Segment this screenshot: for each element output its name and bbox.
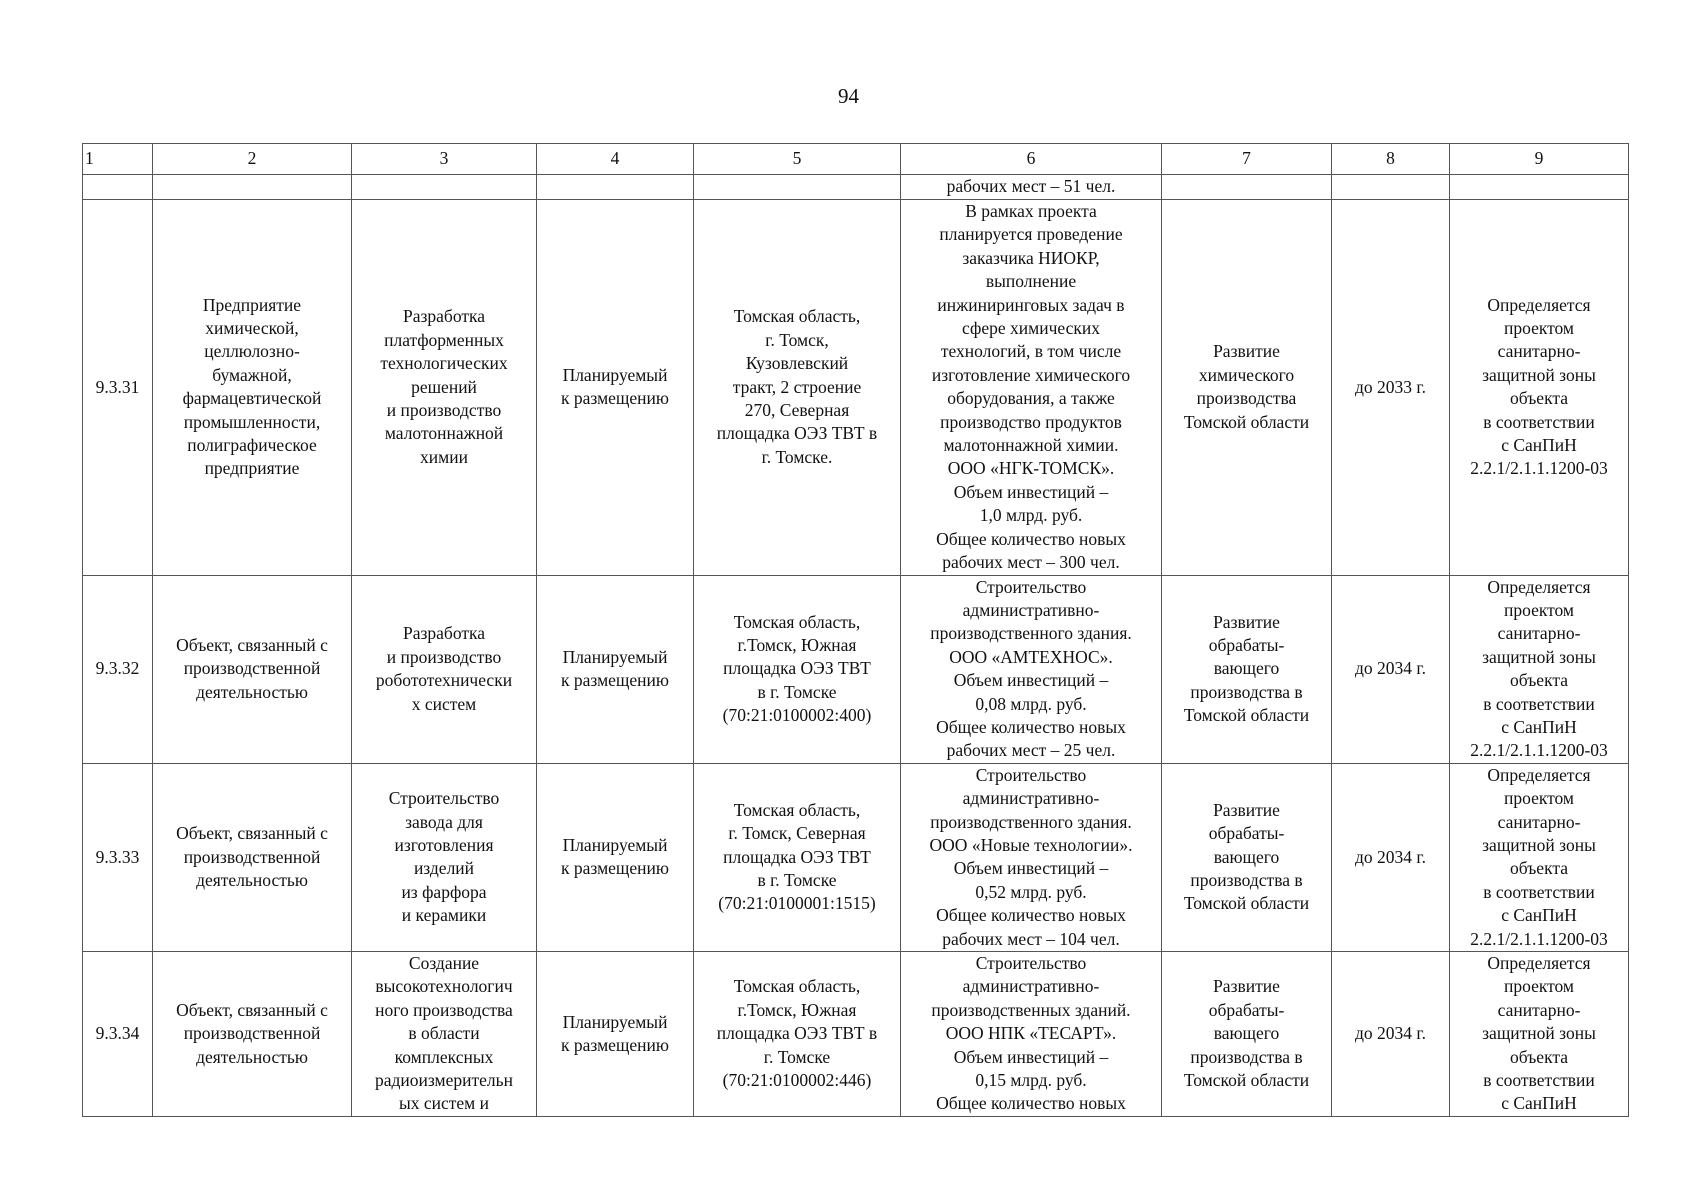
item-number-cell [83,952,153,1117]
protection-zone-line: 2.2.1/2.1.1.1200-03 [1470,740,1608,761]
description-line: планируется проведение [939,224,1123,245]
continuation-cell-7 [1162,175,1332,200]
status-line: Планируемый [562,834,668,855]
object-purpose-cell [352,952,537,1117]
development-goal-cell [1162,575,1332,763]
object-type-line: предприятие [204,458,300,479]
continuation-cell-5 [694,175,901,200]
description-line: Строительство [975,953,1087,973]
description-line: малотоннажной химии. [943,435,1119,456]
status-cell [537,952,694,1117]
description-line: В рамках проекта [965,201,1097,221]
location-cell [694,952,901,1117]
protection-zone-line: 2.2.1/2.1.1.1200-03 [1470,458,1608,479]
protection-zone-line: в соответствии [1483,881,1595,902]
protection-zone-cell [1450,763,1629,951]
protection-zone-line: защитной зоны [1482,364,1596,385]
object-purpose-line: комплексных [394,1046,494,1067]
object-type-line: Объект, связанный с [176,635,328,656]
object-purpose-line: Разработка [402,623,485,644]
protection-zone-line: объекта [1510,670,1568,691]
description-line: Объем инвестиций – [953,481,1109,502]
column-number-4: 4 [537,144,694,175]
protection-zone-line: санитарно- [1497,623,1581,644]
protection-zone-line: Определяется [1487,953,1591,973]
object-type-line: деятельностью [196,1046,308,1067]
development-goal-line: вающего [1213,1023,1280,1044]
object-purpose-cell [352,200,537,576]
object-type-line: Объект, связанный с [176,823,328,844]
page-number: 94 [838,84,859,108]
development-goal-line: Развитие [1213,341,1280,362]
deadline-cell [1332,575,1450,763]
protection-zone-line: 2.2.1/2.1.1.1200-03 [1470,928,1608,949]
deadline-line: до 2034 г. [1355,846,1426,867]
description-line: Общее количество новых [936,905,1126,926]
location-line: площадка ОЭЗ ТВТ в [716,1023,878,1044]
description-line: заказчика НИОКР, [962,247,1100,268]
deadline-cell [1332,200,1450,576]
deadline-cell [1332,763,1450,951]
status-line: к размещению [561,1034,669,1055]
development-goal-line: производства [1196,388,1297,409]
description-line: Строительство [975,576,1087,597]
protection-zone-line: Определяется [1487,764,1591,785]
continuation-cell-6: рабочих мест – 51 чел. [901,175,1162,200]
location-line: г. Томск, [765,329,829,350]
object-purpose-line: и производство [386,399,502,420]
column-number-5: 5 [694,144,901,175]
object-purpose-line: платформенных [384,329,504,350]
object-type-line: деятельностью [196,681,308,702]
protection-zone-line: с СанПиН [1501,435,1577,456]
location-line: Томская область, [733,799,861,820]
protection-zone-line: с СанПиН [1501,905,1577,926]
development-goal-line: Томской области [1183,1070,1310,1091]
object-type-line: Объект, связанный с [176,999,328,1020]
description-line: Объем инвестиций – [953,1046,1109,1067]
protection-zone-cell [1450,200,1629,576]
status-line: Планируемый [562,646,668,667]
table-row [83,952,1629,1117]
development-goal-line: Томской области [1183,705,1310,726]
description-line: оборудования, а также [947,388,1115,409]
location-line: площадка ОЭЗ ТВТ в [716,423,878,444]
development-goal-line: производства в [1190,1046,1303,1067]
location-line: Кузовлевский [745,353,849,374]
item-number-cell [83,575,153,763]
status-cell [537,200,694,576]
object-type-cell [153,763,352,951]
object-type-line: производственной [183,846,321,867]
continuation-cell-9 [1450,175,1629,200]
column-number-2: 2 [153,144,352,175]
development-goal-line: химического [1198,364,1295,385]
description-cell [901,763,1162,951]
location-line: в г. Томске [757,870,837,891]
status-line: Планируемый [562,364,668,385]
location-line: 270, Северная [744,399,850,420]
column-number-9: 9 [1450,144,1629,175]
status-line: к размещению [561,670,669,691]
item-number-cell [83,200,153,576]
location-line: (70:21:0100002:446) [722,1070,872,1091]
object-purpose-line: Разработка [402,306,485,327]
location-line: площадка ОЭЗ ТВТ [723,658,871,679]
continuation-cell-3 [352,175,537,200]
description-line: административно- [962,976,1100,997]
description-cell [901,575,1162,763]
object-purpose-line: технологических [380,353,508,374]
development-goal-cell [1162,763,1332,951]
description-line: ООО «НГК-ТОМСК». [947,458,1115,479]
object-purpose-line: завода для [405,811,483,832]
deadline-cell [1332,952,1450,1117]
protection-zone-line: объекта [1510,858,1568,879]
location-line: г. Томск, Северная [728,823,866,844]
object-purpose-line: ного производства [375,999,513,1020]
object-purpose-line: Создание [408,953,480,973]
object-type-line: фармацевтической [182,388,322,409]
object-purpose-line: изготовления [394,834,494,855]
object-type-cell [153,952,352,1117]
object-purpose-line: высокотехнологич [375,976,513,997]
deadline-line: до 2034 г. [1355,658,1426,679]
continuation-cell-1 [83,175,153,200]
location-cell [694,763,901,951]
item-number-line: 9.3.32 [95,658,140,679]
object-purpose-line: и керамики [401,905,487,926]
object-purpose-line: Строительство [388,788,500,809]
protection-zone-cell [1450,575,1629,763]
status-line: к размещению [561,858,669,879]
description-cell [901,952,1162,1117]
description-line: производственного здания. [930,811,1132,832]
protection-zone-line: Определяется [1487,576,1591,597]
description-line: производственного здания. [930,623,1132,644]
development-goal-line: производства в [1190,870,1303,891]
object-type-cell [153,575,352,763]
development-goal-line: обрабаты- [1208,635,1285,656]
object-purpose-line: радиоизмерительн [374,1070,514,1091]
description-line: Общее количество новых [936,1093,1126,1114]
location-cell [694,575,901,763]
description-line: 0,15 млрд. руб. [975,1070,1087,1091]
status-cell [537,763,694,951]
object-purpose-line: ых систем и [398,1093,489,1114]
object-purpose-line: в области [408,1023,480,1044]
table-row [83,200,1629,576]
continuation-row [83,175,1629,200]
object-type-line: деятельностью [196,870,308,891]
protection-zone-line: в соответствии [1483,411,1595,432]
table-row [83,575,1629,763]
object-type-line: целлюлозно- [204,341,300,362]
column-number-row [83,144,1629,175]
development-goal-line: вающего [1213,846,1280,867]
location-line: г.Томск, Южная [737,999,857,1020]
location-line: Томская область, [733,611,861,632]
development-goal-line: Развитие [1213,976,1280,997]
protection-zone-line: проектом [1503,599,1575,620]
description-line: 1,0 млрд. руб. [979,505,1083,526]
protection-zone-line: с СанПиН [1501,716,1577,737]
description-line: ООО «АМТЕХНОС». [949,646,1113,667]
protection-zone-line: проектом [1503,788,1575,809]
item-number-cell [83,763,153,951]
protection-zone-line: объекта [1510,1046,1568,1067]
protection-zone-line: Определяется [1487,294,1591,315]
protection-zone-line: в соответствии [1483,693,1595,714]
protection-zone-line: санитарно- [1497,341,1581,362]
development-goal-line: обрабаты- [1208,823,1285,844]
status-line: Планируемый [562,1011,668,1032]
column-number-6: 6 [901,144,1162,175]
object-purpose-line: робототехнически [375,670,513,691]
location-line: (70:21:0100001:1515) [718,893,876,914]
status-line: к размещению [561,388,669,409]
description-line: рабочих мест – 104 чел. [942,928,1120,949]
protection-zone-line: санитарно- [1497,999,1581,1020]
column-number-1: 1 [83,144,153,175]
location-line: площадка ОЭЗ ТВТ [723,846,871,867]
column-number-8: 8 [1332,144,1450,175]
continuation-cell-8 [1332,175,1450,200]
protection-zone-line: с СанПиН [1501,1093,1577,1114]
description-line: производство продуктов [940,411,1122,432]
description-line: Общее количество новых [936,716,1126,737]
development-goal-line: Развитие [1213,611,1280,632]
object-purpose-line: и производство [386,646,502,667]
object-type-cell [153,200,352,576]
object-purpose-line: изделий [413,858,475,879]
development-goal-cell [1162,200,1332,576]
description-line: рабочих мест – 25 чел. [946,740,1116,761]
object-type-line: Предприятие [202,294,302,315]
location-line: Томская область, [733,976,861,997]
deadline-line: до 2033 г. [1355,376,1426,397]
protection-zone-cell [1450,952,1629,1117]
deadline-line: до 2034 г. [1355,1023,1426,1044]
description-line: выполнение [985,271,1077,292]
location-line: г. Томске [763,1046,831,1067]
location-line: г. Томске. [761,446,833,467]
description-line: Строительство [975,764,1087,785]
description-line: производственных зданий. [931,999,1131,1020]
description-line: технологий, в том числе [940,341,1122,362]
table-row [83,763,1629,951]
protection-zone-line: проектом [1503,976,1575,997]
description-line: ООО НПК «ТЕСАРТ». [945,1023,1117,1044]
status-cell [537,575,694,763]
description-line: сфере химических [962,318,1100,339]
description-line: 0,52 млрд. руб. [975,881,1087,902]
description-line: административно- [962,788,1100,809]
description-line: Объем инвестиций – [953,858,1109,879]
description-line: Общее количество новых [936,528,1126,549]
development-goal-line: Развитие [1213,799,1280,820]
location-line: в г. Томске [757,681,837,702]
object-purpose-cell [352,763,537,951]
object-type-line: производственной [183,1023,321,1044]
description-cell [901,200,1162,576]
object-type-line: химической, [205,318,299,339]
object-purpose-line: из фарфора [401,881,487,902]
protection-zone-line: объекта [1510,388,1568,409]
description-line: инжиниринговых задач в [937,294,1125,315]
item-number-line: 9.3.33 [95,846,140,867]
object-type-line: производственной [183,658,321,679]
protection-zone-line: санитарно- [1497,811,1581,832]
location-line: Томская область, [733,306,861,327]
protection-zone-line: в соответствии [1483,1070,1595,1091]
development-goal-line: Томской области [1183,893,1310,914]
item-number-line: 9.3.34 [95,1023,140,1044]
description-line: рабочих мест – 300 чел. [942,552,1120,573]
object-type-line: промышленности, [183,411,321,432]
protection-zone-line: защитной зоны [1482,1023,1596,1044]
development-goal-cell [1162,952,1332,1117]
description-line: Объем инвестиций – [953,670,1109,691]
description-line: 0,08 млрд. руб. [975,693,1087,714]
object-purpose-line: решений [411,376,477,397]
location-line: г.Томск, Южная [737,635,857,656]
development-goal-line: обрабаты- [1208,999,1285,1020]
column-number-7: 7 [1162,144,1332,175]
development-goal-line: Томской области [1183,411,1310,432]
item-number-line: 9.3.31 [95,376,140,397]
planned-objects-table [82,143,1629,1117]
protection-zone-line: проектом [1503,318,1575,339]
object-purpose-line: малотоннажной [384,423,504,444]
object-type-line: полиграфическое [187,435,317,456]
description-line: административно- [962,599,1100,620]
description-line: ООО «Новые технологии». [929,834,1133,855]
object-purpose-cell [352,575,537,763]
development-goal-line: вающего [1213,658,1280,679]
column-number-3: 3 [352,144,537,175]
location-cell [694,200,901,576]
protection-zone-line: защитной зоны [1482,646,1596,667]
object-purpose-line: химии [420,446,468,467]
continuation-cell-4 [537,175,694,200]
object-type-line: бумажной, [212,364,292,385]
location-line: тракт, 2 строение [732,376,862,397]
development-goal-line: производства в [1190,681,1303,702]
description-line: изготовление химического [931,364,1131,385]
location-line: (70:21:0100002:400) [722,705,872,726]
continuation-cell-2 [153,175,352,200]
protection-zone-line: защитной зоны [1482,834,1596,855]
object-purpose-line: х систем [411,693,477,714]
